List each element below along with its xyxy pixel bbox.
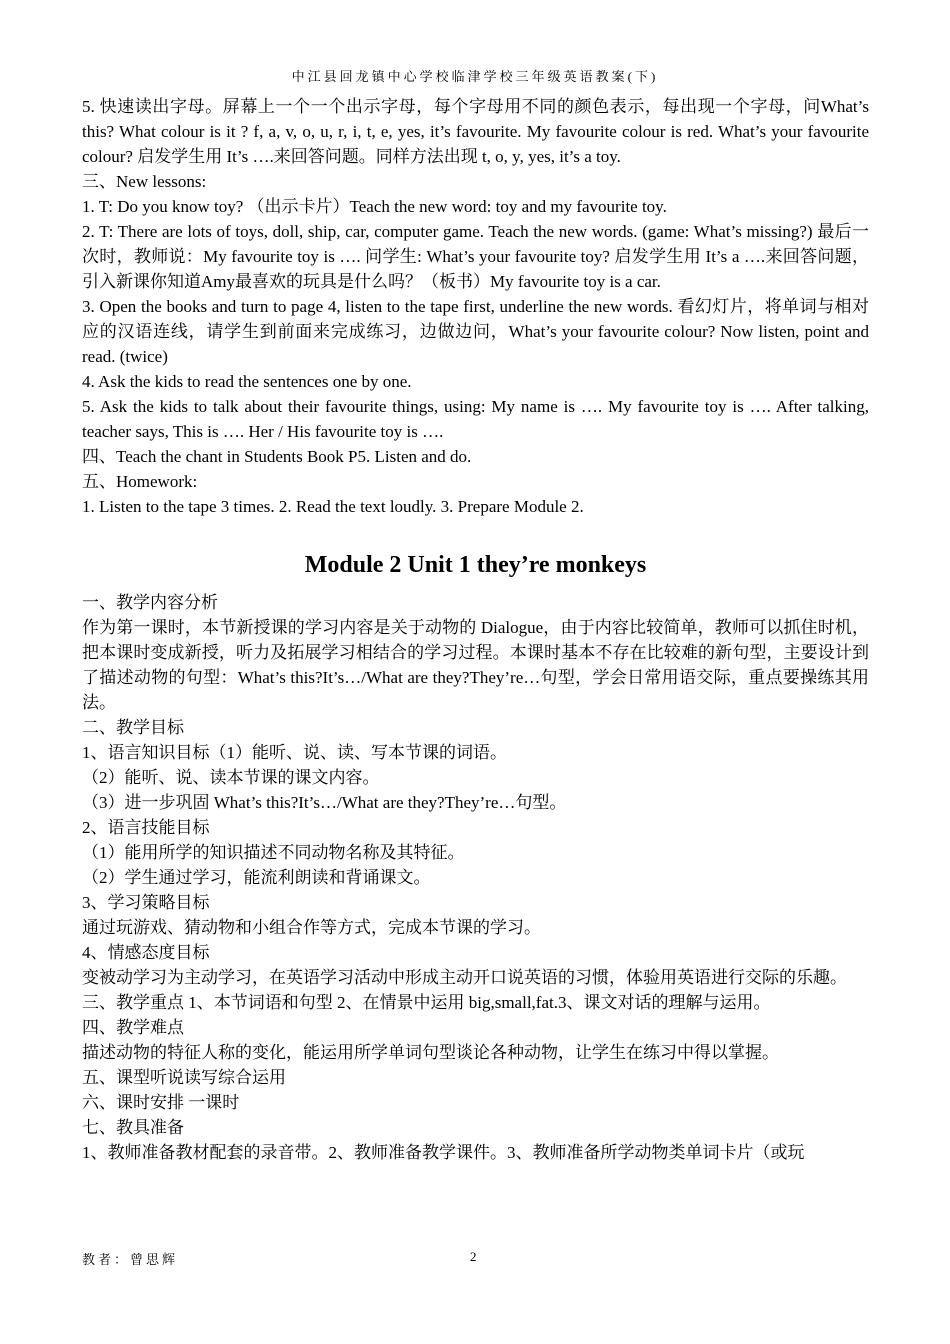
heading-teaching-goals: 二、教学目标: [82, 718, 184, 737]
heading-chant: 四、Teach the chant in Students Book P5. Listen and do.: [82, 447, 472, 466]
heading-attitude: 4、情感态度目标: [82, 943, 210, 962]
heading-teaching-aids: 七、教具准备: [82, 1118, 184, 1137]
content-analysis-text: 作为第一课时，本节新授课的学习内容是关于动物的 Dialogue，由于内容比较简单，教师可以抓住时机，把本课时变成新授，听力及拓展学习相结合的学习过程。本课时基本不存在比较难的新句型，主要设计到了描述动物的句型：What’s this?It’s…/What are they?They’re…句型，学会日常用语交际，重点要操练其用法。: [82, 618, 869, 712]
body-text: [82, 94, 869, 1165]
homework-items: 1. Listen to the tape 3 times. 2. Read the text loudly. 3. Prepare Module 2.: [82, 497, 584, 516]
running-header: 中江县回龙镇中心学校临津学校三年级英语教案(下): [291, 69, 659, 84]
teaching-focus: 三、教学重点 1、本节词语和句型 2、在情景中运用 big,small,fat.3、课文对话的理解与运用。: [82, 993, 771, 1012]
module-lesson-plan: [82, 590, 869, 1165]
heading-learning-strategy: 3、学习策略目标: [82, 893, 210, 912]
step-5-letters: 5. 快速读出字母。屏幕上一个一个出示字母，每个字母用不同的颜色表示，每出现一个字母，问What’s this? What colour is it ? f, a, v, o, u, r, i, t, e, yes, it’s favourite. My favourite colour is red. What’s your favourite colour? 启发学生用 It’s ….来回答问题。同样方法出现 t, o, y, yes, it’s a toy.: [82, 97, 869, 166]
heading-content-analysis: 一、教学内容分析: [82, 593, 218, 612]
lesson-continuation: [82, 94, 869, 519]
learning-strategy-text: 通过玩游戏、猜动物和小组合作等方式，完成本节课的学习。: [82, 918, 541, 937]
new-lesson-step-4: 4. Ask the kids to read the sentences one by one.: [82, 372, 412, 391]
goal-language-skills-1: （1）能用所学的知识描述不同动物名称及其特征。: [82, 843, 465, 862]
goal-language-skills-2: （2）学生通过学习，能流利朗读和背诵课文。: [82, 868, 431, 887]
heading-new-lessons: 三、New lessons:: [82, 172, 207, 191]
new-lesson-step-5: 5. Ask the kids to talk about their favourite things, using: My name is …. My favourite toy is …. After talking, teacher says, This is …. Her / His favourite toy is ….: [82, 397, 869, 441]
lesson-type: 五、课型听说读写综合运用: [82, 1068, 286, 1087]
module-title: Module 2 Unit 1 they’re monkeys: [304, 552, 647, 578]
new-lesson-step-3: 3. Open the books and turn to page 4, listen to the tape first, underline the new words. 看幻灯片，将单词与相对应的汉语连线，请学生到前面来完成练习，边做边问，What’s your favourite colour? Now listen, point and read. (twice): [82, 297, 869, 366]
goal-language-knowledge: 1、语言知识目标（1）能听、说、读、写本节课的词语。: [82, 743, 507, 762]
new-lesson-step-2: 2. T: There are lots of toys, doll, ship, car, computer game. Teach the new words. (game: What’s missing?) 最后一次时，教师说：My favourite toy is …. 问学生: What’s your favourite toy? 启发学生用 It’s a ….来回答问题，引入新课你知道Amy最喜欢的玩具是什么吗？（板书）My favourite toy is a car.: [82, 222, 869, 291]
attitude-text: 变被动学习为主动学习，在英语学习活动中形成主动开口说英语的习惯，体验用英语进行交际的乐趣。: [82, 968, 847, 987]
heading-difficulties: 四、教学难点: [82, 1018, 184, 1037]
page-number: 2: [470, 1249, 477, 1264]
teaching-aids-text: 1、教师准备教材配套的录音带。2、教师准备教学课件。3、教师准备所学动物类单词卡片（或玩: [82, 1143, 805, 1162]
heading-homework: 五、Homework:: [82, 472, 198, 491]
goal-language-knowledge-2: （2）能听、说、读本节课的课文内容。: [82, 768, 380, 787]
heading-language-skills: 2、语言技能目标: [82, 818, 210, 837]
difficulties-text: 描述动物的特征人称的变化，能运用所学单词句型谈论各种动物，让学生在练习中得以掌握。: [82, 1043, 779, 1062]
new-lesson-step-1: 1. T: Do you know toy? （出示卡片）Teach the new word: toy and my favourite toy.: [82, 197, 667, 216]
footer-teacher: 教者：曾思辉: [82, 1252, 179, 1267]
lesson-schedule: 六、课时安排 一课时: [82, 1093, 240, 1112]
goal-language-knowledge-3: （3）进一步巩固 What’s this?It’s…/What are they?They’re…句型。: [82, 793, 567, 812]
